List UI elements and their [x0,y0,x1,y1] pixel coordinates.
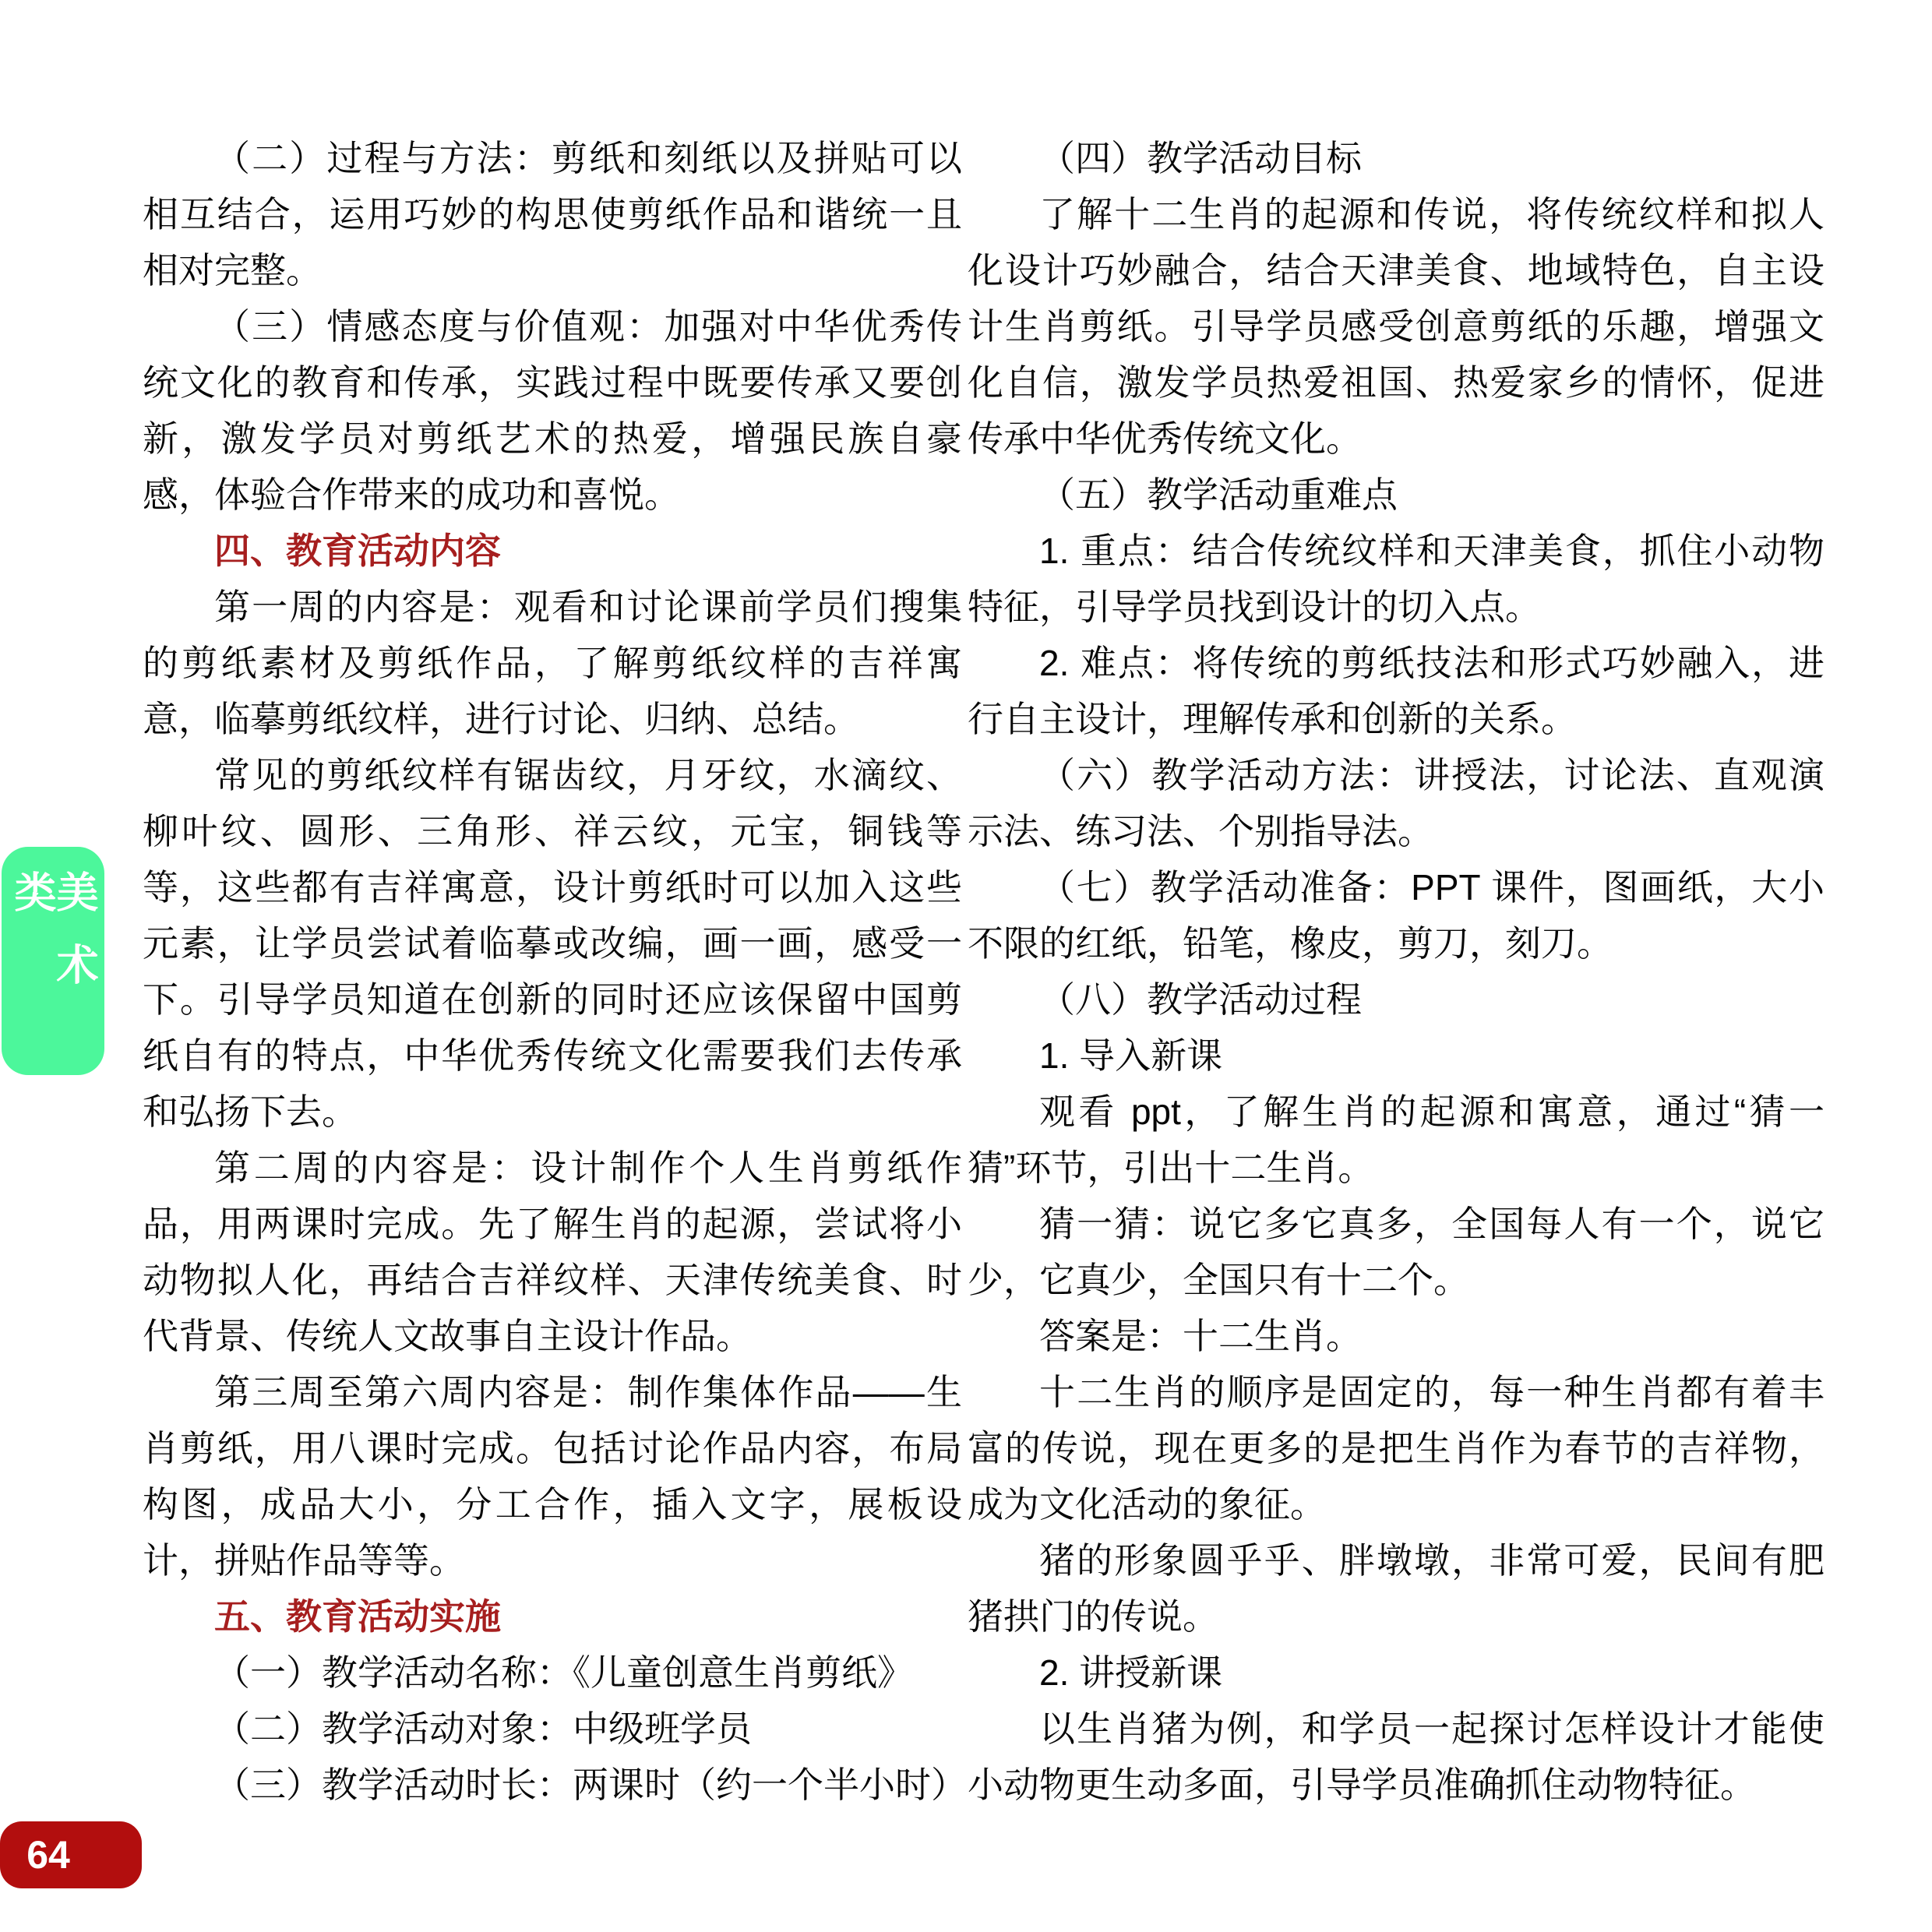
left-text-column [143,130,967,1813]
paragraph: 十二生肖的顺序是固定的，每一种生肖都有着丰富的传说，现在更多的是把生肖作为春节的吉祥物，成为文化活动的象征。 [968,1372,1824,1525]
right-text-column [968,130,1824,1813]
paragraph: 猪的形象圆乎乎、胖墩墩，非常可爱，民间有肥猪拱门的传说。 [968,1540,1824,1637]
paragraph: （三）教学活动时长：两课时（约一个半小时） [214,1765,967,1805]
paragraph: 2. 难点：将传统的剪纸技法和形式巧妙融入，进行自主设计，理解传承和创新的关系。 [968,643,1824,739]
paragraph: （五）教学活动重难点 [1039,474,1398,515]
paragraph: （二）过程与方法：剪纸和刻纸以及拼贴可以相互结合，运用巧妙的构思使剪纸作品和谐统一且相对完整。 [143,138,962,291]
paragraph: （七）教学活动准备：PPT 课件，图画纸，大小不限的红纸，铅笔，橡皮，剪刀，刻刀。 [968,867,1824,964]
paragraph: 答案是：十二生肖。 [1039,1316,1362,1356]
paragraph: 第二周的内容是：设计制作个人生肖剪纸作品，用两课时完成。先了解生肖的起源，尝试将小动物拟人化，再结合吉祥纹样、天津传统美食、时代背景、传统人文故事自主设计作品。 [143,1148,962,1356]
section-heading: 四、教育活动内容 [214,531,501,571]
paragraph: （二）教学活动对象：中级班学员 [214,1708,752,1749]
paragraph: 以生肖猪为例，和学员一起探讨怎样设计才能使小动物更生动多面，引导学员准确抓住动物特征。 [968,1708,1824,1805]
paragraph: （三）情感态度与价值观：加强对中华优秀传统文化的教育和传承，实践过程中既要传承又要创新，激发学员对剪纸艺术的热爱，增强民族自豪感，体验合作带来的成功和喜悦。 [143,306,962,515]
section-heading: 五、教育活动实施 [214,1596,501,1637]
category-side-tab [2,847,104,1075]
paragraph: （六）教学活动方法：讲授法，讨论法、直观演示法、练习法、个别指导法。 [968,755,1824,851]
paragraph: （八）教学活动过程 [1039,979,1362,1020]
paragraph: 观看 ppt，了解生肖的起源和寓意，通过“猜一猜”环节，引出十二生肖。 [968,1091,1824,1188]
paragraph: （一）教学活动名称：《儿童创意生肖剪纸》 [214,1652,913,1693]
paragraph: 猜一猜：说它多它真多，全国每人有一个，说它少，它真少，全国只有十二个。 [968,1204,1824,1300]
page-number-badge [0,1821,142,1888]
paragraph: 了解十二生肖的起源和传说，将传统纹样和拟人化设计巧妙融合，结合天津美食、地域特色，自主设计生肖剪纸。引导学员感受创意剪纸的乐趣，增强文化自信，激发学员热爱祖国、热爱家乡的情怀，促进传承中华优秀传统文化。 [968,194,1824,459]
paragraph: （四）教学活动目标 [1039,138,1362,178]
category-tab-label: 美术类 [9,870,97,1015]
paragraph: 第三周至第六周内容是：制作集体作品——生肖剪纸，用八课时完成。包括讨论作品内容，布局构图，成品大小，分工合作，插入文字，展板设计，拼贴作品等等。 [143,1372,962,1581]
paragraph: 第一周的内容是：观看和讨论课前学员们搜集的剪纸素材及剪纸作品，了解剪纸纹样的吉祥寓意，临摹剪纸纹样，进行讨论、归纳、总结。 [143,587,962,739]
paragraph: 2. 讲授新课 [1039,1652,1223,1693]
paragraph: 1. 导入新课 [1039,1035,1223,1076]
paragraph: 常见的剪纸纹样有锯齿纹，月牙纹，水滴纹、柳叶纹、圆形、三角形、祥云纹，元宝，铜钱等等，这些都有吉祥寓意，设计剪纸时可以加入这些元素，让学员尝试着临摹或改编，画一画，感受一下。引导学员知道在创新的同时还应该保留中国剪纸自有的特点，中华优秀传统文化需要我们去传承和弘扬下去。 [143,755,962,1132]
paragraph: 1. 重点：结合传统纹样和天津美食，抓住小动物特征，引导学员找到设计的切入点。 [968,531,1824,627]
page-number: 64 [26,1833,70,1877]
